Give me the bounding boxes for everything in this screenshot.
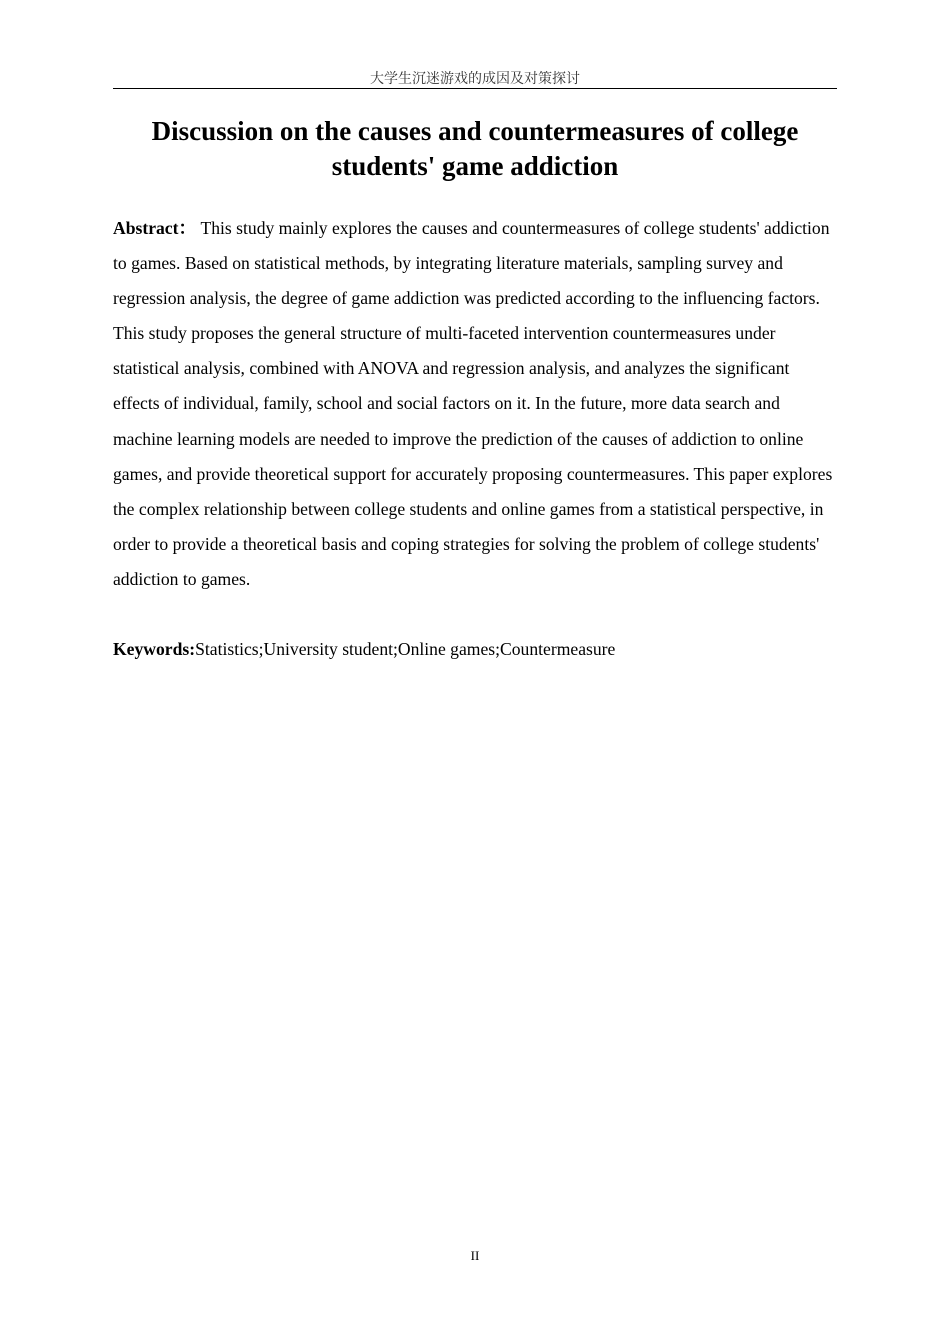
abstract-paragraph [113, 211, 839, 597]
paper-title: Discussion on the causes and countermeasures of college students' game addiction [151, 116, 799, 181]
abstract-text: This study mainly explores the causes and countermeasures of college students' addiction to games. Based on statistical methods, by integrating literature materials, sampling survey and regression analysis, the degree of game addiction was predicted according to the influencing factors. This study proposes the general structure of multi-faceted intervention countermeasures under statistical analysis, combined with ANOVA and regression analysis, and analyzes the significant effects of individual, family, school and social factors on it. In the future, more data search and machine learning models are needed to improve the prediction of the causes of addiction to online games, and provide theoretical support for accurately proposing countermeasures. This paper explores the complex relationship between college students and online games from a statistical perspective, in order to provide a theoretical basis and coping strategies for solving the problem of college students' addiction to games. [113, 218, 833, 589]
keywords-label: Keywords: [113, 639, 196, 659]
page-number: II [470, 1248, 480, 1263]
header-rule [113, 88, 837, 89]
running-header: 大学生沉迷游戏的成因及对策探讨 [370, 71, 580, 87]
abstract-label: Abstract： [113, 218, 197, 238]
keywords-paragraph [113, 632, 837, 667]
keywords-text: Statistics;University student;Online games;Countermeasure [195, 639, 616, 659]
